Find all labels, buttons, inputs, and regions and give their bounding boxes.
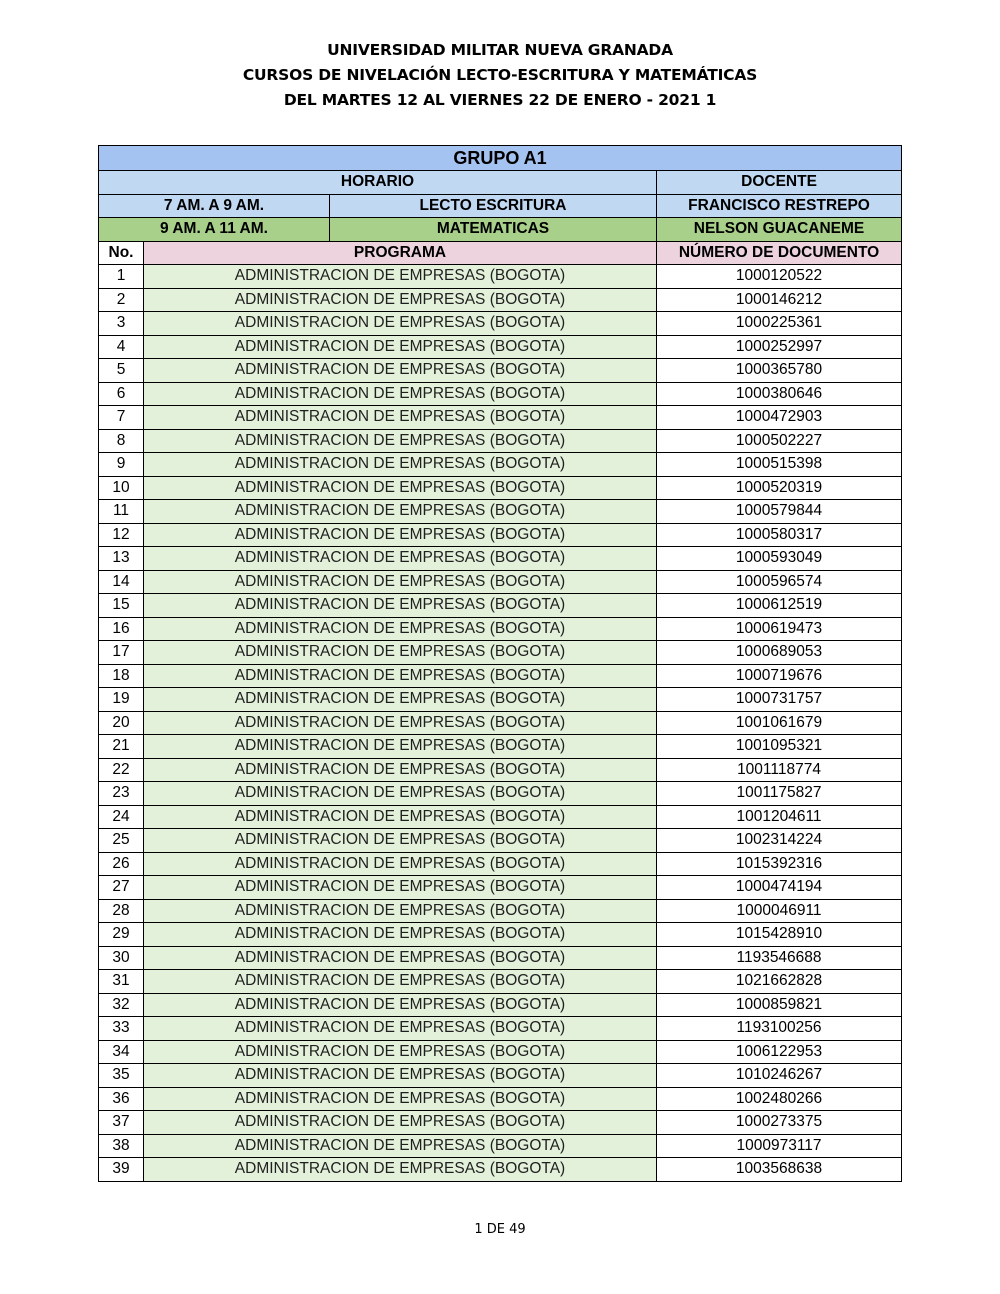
- row-programa: ADMINISTRACION DE EMPRESAS (BOGOTA): [144, 335, 657, 359]
- table-row: [99, 899, 902, 923]
- row-documento: 1000580317: [657, 523, 902, 547]
- table-row: [99, 429, 902, 453]
- row-programa: ADMINISTRACION DE EMPRESAS (BOGOTA): [144, 664, 657, 688]
- document-header: [0, 38, 1000, 113]
- table-row: [99, 782, 902, 806]
- row-number: 26: [99, 852, 144, 876]
- table-row: [99, 641, 902, 665]
- row-programa: ADMINISTRACION DE EMPRESAS (BOGOTA): [144, 970, 657, 994]
- row-documento: 1000252997: [657, 335, 902, 359]
- row-number: 15: [99, 594, 144, 618]
- schedule-time: 9 AM. A 11 AM.: [99, 218, 330, 242]
- row-programa: ADMINISTRACION DE EMPRESAS (BOGOTA): [144, 523, 657, 547]
- row-number: 5: [99, 359, 144, 383]
- row-documento: 1021662828: [657, 970, 902, 994]
- col-header-documento: NÚMERO DE DOCUMENTO: [657, 241, 902, 265]
- row-programa: ADMINISTRACION DE EMPRESAS (BOGOTA): [144, 429, 657, 453]
- table-row: [99, 288, 902, 312]
- schedule-row-1: [99, 194, 902, 218]
- row-number: 22: [99, 758, 144, 782]
- row-number: 10: [99, 476, 144, 500]
- table-row: [99, 523, 902, 547]
- schedule-teacher: NELSON GUACANEME: [657, 218, 902, 242]
- row-number: 11: [99, 500, 144, 524]
- row-number: 34: [99, 1040, 144, 1064]
- row-number: 35: [99, 1064, 144, 1088]
- row-documento: 1000731757: [657, 688, 902, 712]
- table-row: [99, 500, 902, 524]
- group-table: [98, 145, 902, 1182]
- table-row: [99, 876, 902, 900]
- row-documento: 1002314224: [657, 829, 902, 853]
- row-number: 3: [99, 312, 144, 336]
- row-number: 27: [99, 876, 144, 900]
- row-programa: ADMINISTRACION DE EMPRESAS (BOGOTA): [144, 1064, 657, 1088]
- table-row: [99, 335, 902, 359]
- row-documento: 1000380646: [657, 382, 902, 406]
- row-documento: 1193100256: [657, 1017, 902, 1041]
- table-row: [99, 453, 902, 477]
- row-programa: ADMINISTRACION DE EMPRESAS (BOGOTA): [144, 500, 657, 524]
- row-number: 37: [99, 1111, 144, 1135]
- row-documento: 1001118774: [657, 758, 902, 782]
- row-documento: 1000502227: [657, 429, 902, 453]
- row-programa: ADMINISTRACION DE EMPRESAS (BOGOTA): [144, 570, 657, 594]
- row-programa: ADMINISTRACION DE EMPRESAS (BOGOTA): [144, 711, 657, 735]
- row-number: 20: [99, 711, 144, 735]
- row-programa: ADMINISTRACION DE EMPRESAS (BOGOTA): [144, 594, 657, 618]
- row-number: 38: [99, 1134, 144, 1158]
- row-number: 18: [99, 664, 144, 688]
- horario-label: HORARIO: [99, 171, 657, 195]
- row-number: 6: [99, 382, 144, 406]
- row-documento: 1000689053: [657, 641, 902, 665]
- row-documento: 1001095321: [657, 735, 902, 759]
- row-documento: 1000719676: [657, 664, 902, 688]
- row-programa: ADMINISTRACION DE EMPRESAS (BOGOTA): [144, 946, 657, 970]
- row-number: 21: [99, 735, 144, 759]
- table-row: [99, 829, 902, 853]
- page-number: 1 DE 49: [474, 1222, 526, 1237]
- table-row: [99, 312, 902, 336]
- row-documento: 1003568638: [657, 1158, 902, 1182]
- table-row: [99, 970, 902, 994]
- row-documento: 1000225361: [657, 312, 902, 336]
- row-programa: ADMINISTRACION DE EMPRESAS (BOGOTA): [144, 547, 657, 571]
- row-documento: 1006122953: [657, 1040, 902, 1064]
- row-documento: 1193546688: [657, 946, 902, 970]
- row-number: 13: [99, 547, 144, 571]
- docente-label: DOCENTE: [657, 171, 902, 195]
- row-programa: ADMINISTRACION DE EMPRESAS (BOGOTA): [144, 993, 657, 1017]
- row-documento: 1010246267: [657, 1064, 902, 1088]
- schedule-subject: MATEMATICAS: [330, 218, 657, 242]
- row-documento: 1000120522: [657, 265, 902, 289]
- row-number: 25: [99, 829, 144, 853]
- row-programa: ADMINISTRACION DE EMPRESAS (BOGOTA): [144, 782, 657, 806]
- row-programa: ADMINISTRACION DE EMPRESAS (BOGOTA): [144, 265, 657, 289]
- row-programa: ADMINISTRACION DE EMPRESAS (BOGOTA): [144, 617, 657, 641]
- row-programa: ADMINISTRACION DE EMPRESAS (BOGOTA): [144, 688, 657, 712]
- row-number: 4: [99, 335, 144, 359]
- row-number: 2: [99, 288, 144, 312]
- header-line-2: CURSOS DE NIVELACIÓN LECTO-ESCRITURA Y MATEMÁTICAS: [242, 66, 758, 84]
- row-number: 17: [99, 641, 144, 665]
- row-programa: ADMINISTRACION DE EMPRESAS (BOGOTA): [144, 1158, 657, 1182]
- row-programa: ADMINISTRACION DE EMPRESAS (BOGOTA): [144, 1017, 657, 1041]
- table-row: [99, 735, 902, 759]
- row-number: 14: [99, 570, 144, 594]
- row-programa: ADMINISTRACION DE EMPRESAS (BOGOTA): [144, 641, 657, 665]
- table-row: [99, 688, 902, 712]
- row-number: 8: [99, 429, 144, 453]
- row-programa: ADMINISTRACION DE EMPRESAS (BOGOTA): [144, 1040, 657, 1064]
- row-documento: 1002480266: [657, 1087, 902, 1111]
- table-row: [99, 852, 902, 876]
- row-documento: 1000593049: [657, 547, 902, 571]
- column-header-row: [99, 241, 902, 265]
- row-documento: 1000474194: [657, 876, 902, 900]
- row-programa: ADMINISTRACION DE EMPRESAS (BOGOTA): [144, 1134, 657, 1158]
- row-documento: 1000365780: [657, 359, 902, 383]
- table-row: [99, 805, 902, 829]
- table-row: [99, 946, 902, 970]
- row-programa: ADMINISTRACION DE EMPRESAS (BOGOTA): [144, 288, 657, 312]
- row-documento: 1001061679: [657, 711, 902, 735]
- row-number: 36: [99, 1087, 144, 1111]
- row-documento: 1000046911: [657, 899, 902, 923]
- row-documento: 1000273375: [657, 1111, 902, 1135]
- row-number: 7: [99, 406, 144, 430]
- row-programa: ADMINISTRACION DE EMPRESAS (BOGOTA): [144, 923, 657, 947]
- row-number: 31: [99, 970, 144, 994]
- row-number: 29: [99, 923, 144, 947]
- row-programa: ADMINISTRACION DE EMPRESAS (BOGOTA): [144, 1111, 657, 1135]
- row-programa: ADMINISTRACION DE EMPRESAS (BOGOTA): [144, 476, 657, 500]
- table-row: [99, 1040, 902, 1064]
- table-row: [99, 406, 902, 430]
- schedule-time: 7 AM. A 9 AM.: [99, 194, 330, 218]
- table-row: [99, 1111, 902, 1135]
- row-documento: 1015392316: [657, 852, 902, 876]
- row-number: 24: [99, 805, 144, 829]
- row-documento: 1000579844: [657, 500, 902, 524]
- table-row: [99, 1134, 902, 1158]
- row-documento: 1000472903: [657, 406, 902, 430]
- table-row: [99, 1087, 902, 1111]
- row-number: 28: [99, 899, 144, 923]
- row-documento: 1015428910: [657, 923, 902, 947]
- schedule-header-row: [99, 171, 902, 195]
- table-row: [99, 265, 902, 289]
- row-programa: ADMINISTRACION DE EMPRESAS (BOGOTA): [144, 899, 657, 923]
- row-programa: ADMINISTRACION DE EMPRESAS (BOGOTA): [144, 735, 657, 759]
- table-row: [99, 1017, 902, 1041]
- row-number: 39: [99, 1158, 144, 1182]
- table-row: [99, 594, 902, 618]
- schedule-subject: LECTO ESCRITURA: [330, 194, 657, 218]
- col-header-no: No.: [99, 241, 144, 265]
- table-row: [99, 1158, 902, 1182]
- table-row: [99, 664, 902, 688]
- row-programa: ADMINISTRACION DE EMPRESAS (BOGOTA): [144, 1087, 657, 1111]
- row-number: 30: [99, 946, 144, 970]
- schedule-row-2: [99, 218, 902, 242]
- row-programa: ADMINISTRACION DE EMPRESAS (BOGOTA): [144, 758, 657, 782]
- row-number: 16: [99, 617, 144, 641]
- row-number: 23: [99, 782, 144, 806]
- table-row: [99, 1064, 902, 1088]
- row-number: 12: [99, 523, 144, 547]
- group-title: GRUPO A1: [99, 146, 902, 171]
- row-programa: ADMINISTRACION DE EMPRESAS (BOGOTA): [144, 312, 657, 336]
- table-row: [99, 923, 902, 947]
- row-number: 19: [99, 688, 144, 712]
- row-documento: 1000619473: [657, 617, 902, 641]
- row-number: 32: [99, 993, 144, 1017]
- row-programa: ADMINISTRACION DE EMPRESAS (BOGOTA): [144, 406, 657, 430]
- row-programa: ADMINISTRACION DE EMPRESAS (BOGOTA): [144, 852, 657, 876]
- row-programa: ADMINISTRACION DE EMPRESAS (BOGOTA): [144, 382, 657, 406]
- row-programa: ADMINISTRACION DE EMPRESAS (BOGOTA): [144, 805, 657, 829]
- table-row: [99, 711, 902, 735]
- row-documento: 1000146212: [657, 288, 902, 312]
- schedule-teacher: FRANCISCO RESTREPO: [657, 194, 902, 218]
- table-row: [99, 758, 902, 782]
- row-documento: 1001204611: [657, 805, 902, 829]
- row-number: 9: [99, 453, 144, 477]
- row-number: 33: [99, 1017, 144, 1041]
- row-documento: 1000515398: [657, 453, 902, 477]
- row-documento: 1000596574: [657, 570, 902, 594]
- row-documento: 1001175827: [657, 782, 902, 806]
- row-documento: 1000520319: [657, 476, 902, 500]
- row-documento: 1000973117: [657, 1134, 902, 1158]
- table-row: [99, 993, 902, 1017]
- table-row: [99, 547, 902, 571]
- row-documento: 1000859821: [657, 993, 902, 1017]
- table-row: [99, 570, 902, 594]
- table-row: [99, 359, 902, 383]
- row-programa: ADMINISTRACION DE EMPRESAS (BOGOTA): [144, 829, 657, 853]
- row-programa: ADMINISTRACION DE EMPRESAS (BOGOTA): [144, 359, 657, 383]
- header-line-3: DEL MARTES 12 AL VIERNES 22 DE ENERO - 2021 1: [283, 91, 717, 109]
- row-programa: ADMINISTRACION DE EMPRESAS (BOGOTA): [144, 453, 657, 477]
- row-number: 1: [99, 265, 144, 289]
- row-documento: 1000612519: [657, 594, 902, 618]
- col-header-programa: PROGRAMA: [144, 241, 657, 265]
- table-row: [99, 382, 902, 406]
- group-title-row: [99, 146, 902, 171]
- table-row: [99, 476, 902, 500]
- row-programa: ADMINISTRACION DE EMPRESAS (BOGOTA): [144, 876, 657, 900]
- header-line-1: UNIVERSIDAD MILITAR NUEVA GRANADA: [327, 41, 673, 59]
- table-row: [99, 617, 902, 641]
